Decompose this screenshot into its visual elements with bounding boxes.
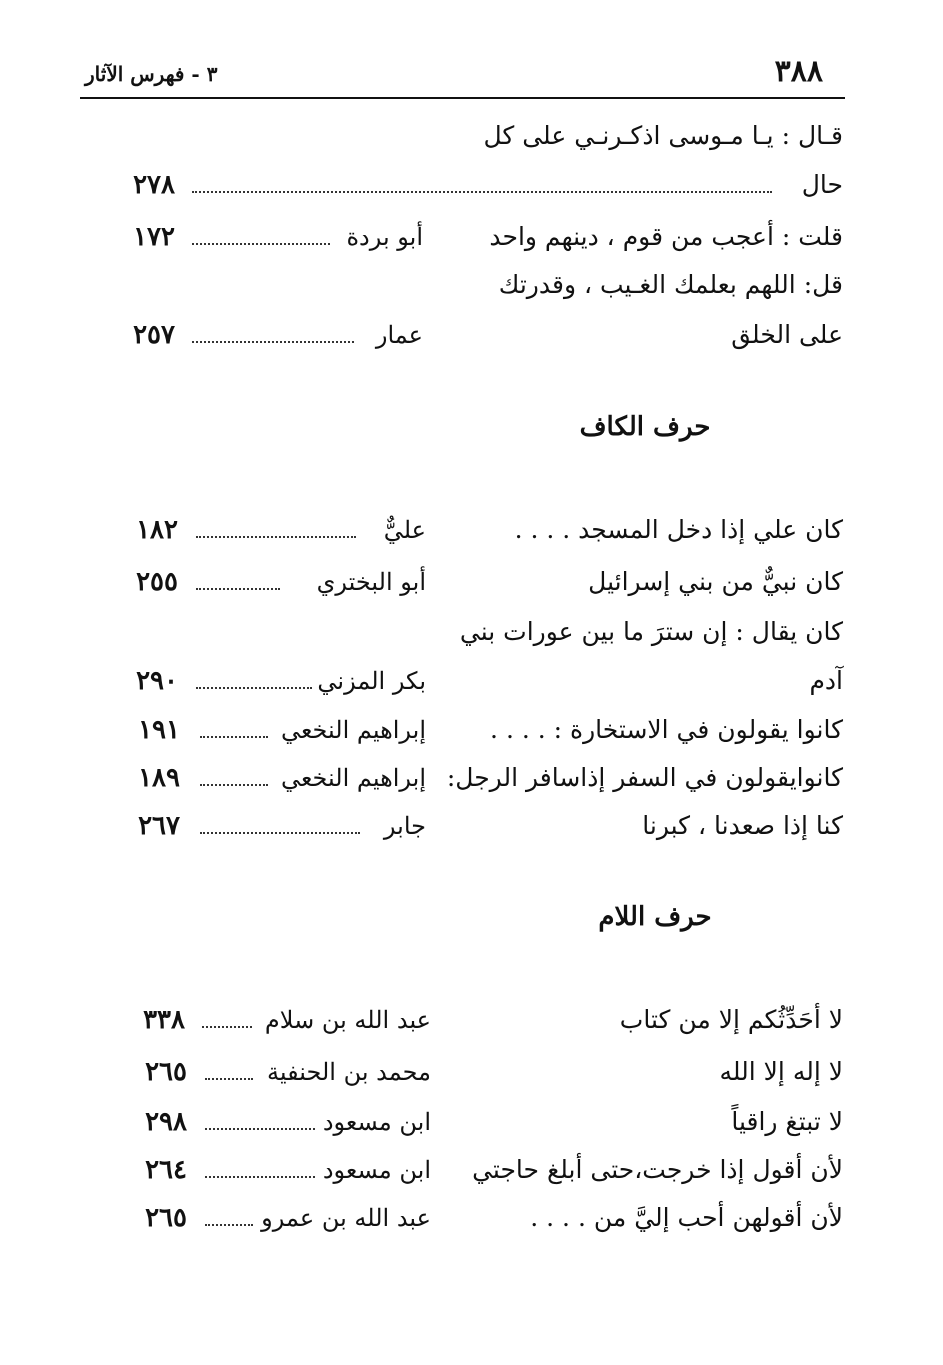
entry-text: قل: اللهم بعلمك الغـيب ، وقدرتك [498,270,843,299]
entry-page: ٢٦٤ [145,1155,187,1185]
entry-text: حال [801,170,843,199]
entry-text: لأن أقولهن أحب إليَّ من . . . . [530,1203,843,1232]
entry-text: قـال : يـا مـوسى اذكـرنـي على كل [483,121,843,150]
leader-dots [200,736,268,738]
entry-text: كنا إذا صعدنا ، كبرنا [642,811,843,840]
entry-text: كان علي إذا دخل المسجد . . . . [514,515,843,544]
leader-dots [205,1128,315,1130]
leader-dots [200,832,360,834]
entry-author: محمد بن الحنفية [267,1058,431,1086]
entry-text: لا إله إلا الله [719,1057,843,1086]
entry-page: ١٨٩ [138,763,180,793]
entry-author: ابن مسعود [322,1108,431,1136]
entry-text: كان يقال : إن سترَ ما بين عورات بني [459,617,843,646]
index-entry [0,1148,943,1192]
entry-author: ابن مسعود [322,1156,431,1184]
entry-page: ٢٦٥ [145,1203,187,1233]
leader-dots [192,243,330,245]
leader-dots [192,191,772,193]
entry-author: إبراهيم النخعي [280,716,426,744]
entry-author: جابر [383,812,426,840]
entry-text: آدم [809,666,843,695]
entry-text: لا تبتغ راقياً [731,1107,843,1136]
index-entry [0,263,943,307]
entry-page: ١٩١ [138,715,180,745]
entry-author: عليٌّ [383,516,426,544]
index-entry [0,998,943,1042]
running-head-title: ٣ - فهرس الآثار [85,62,218,86]
entry-text: قلت : أعجب من قوم ، دينهم واحد [489,222,843,251]
entry-author: عبد الله بن عمرو [261,1204,431,1232]
entry-text: كان نبيٌّ من بني إسرائيل [588,567,843,596]
leader-dots [192,341,354,343]
entry-page: ٢٧٨ [133,170,175,200]
entry-page: ١٧٢ [133,222,175,252]
index-entry [0,1100,943,1144]
leader-dots [202,1026,252,1028]
entry-author: بكر المزني [317,667,426,695]
leader-dots [205,1224,253,1226]
leader-dots [196,536,356,538]
index-entry [0,560,943,604]
index-entry [0,708,943,752]
entry-page: ٢٩٠ [136,666,178,696]
leader-dots [196,588,280,590]
page-number: ٣٨٨ [774,54,823,89]
leader-dots [205,1176,315,1178]
entry-text: على الخلق [731,320,843,349]
entry-page: ٢٦٥ [145,1057,187,1087]
index-entry [0,508,943,552]
index-entry [0,610,943,654]
entry-page: ٣٣٨ [143,1005,185,1035]
entry-author: عمار [375,321,423,349]
entry-page: ٢٦٧ [138,811,180,841]
entry-author: أبو البختري [316,568,426,596]
entry-text: كانوايقولون في السفر إذاسافر الرجل: [446,763,843,792]
index-entry [0,659,943,703]
entry-page: ٢٩٨ [145,1107,187,1137]
index-entry [0,804,943,848]
entry-page: ١٨٢ [136,515,178,545]
leader-dots [205,1078,253,1080]
header-rule [80,97,845,99]
section-heading-kaf: حرف الكاف [579,412,711,442]
leader-dots [200,784,268,786]
index-entry [0,114,943,158]
index-entry [0,1196,943,1240]
index-entry [0,163,943,207]
entry-author: أبو بردة [346,223,423,251]
entry-page: ٢٥٥ [136,567,178,597]
index-entry [0,313,943,357]
entry-text: لا أحَدِّثُكم إلا من كتاب [619,1005,843,1034]
index-entry [0,756,943,800]
entry-text: كانوا يقولون في الاستخارة : . . . . [490,715,843,744]
entry-page: ٢٥٧ [133,320,175,350]
entry-author: عبد الله بن سلام [264,1006,431,1034]
entry-author: إبراهيم النخعي [280,764,426,792]
section-heading-lam: حرف اللام [598,902,712,932]
index-entry [0,215,943,259]
leader-dots [196,687,312,689]
index-entry [0,1050,943,1094]
entry-text: لأن أقول إذا خرجت،حتى أبلغ حاجتي [472,1155,843,1184]
